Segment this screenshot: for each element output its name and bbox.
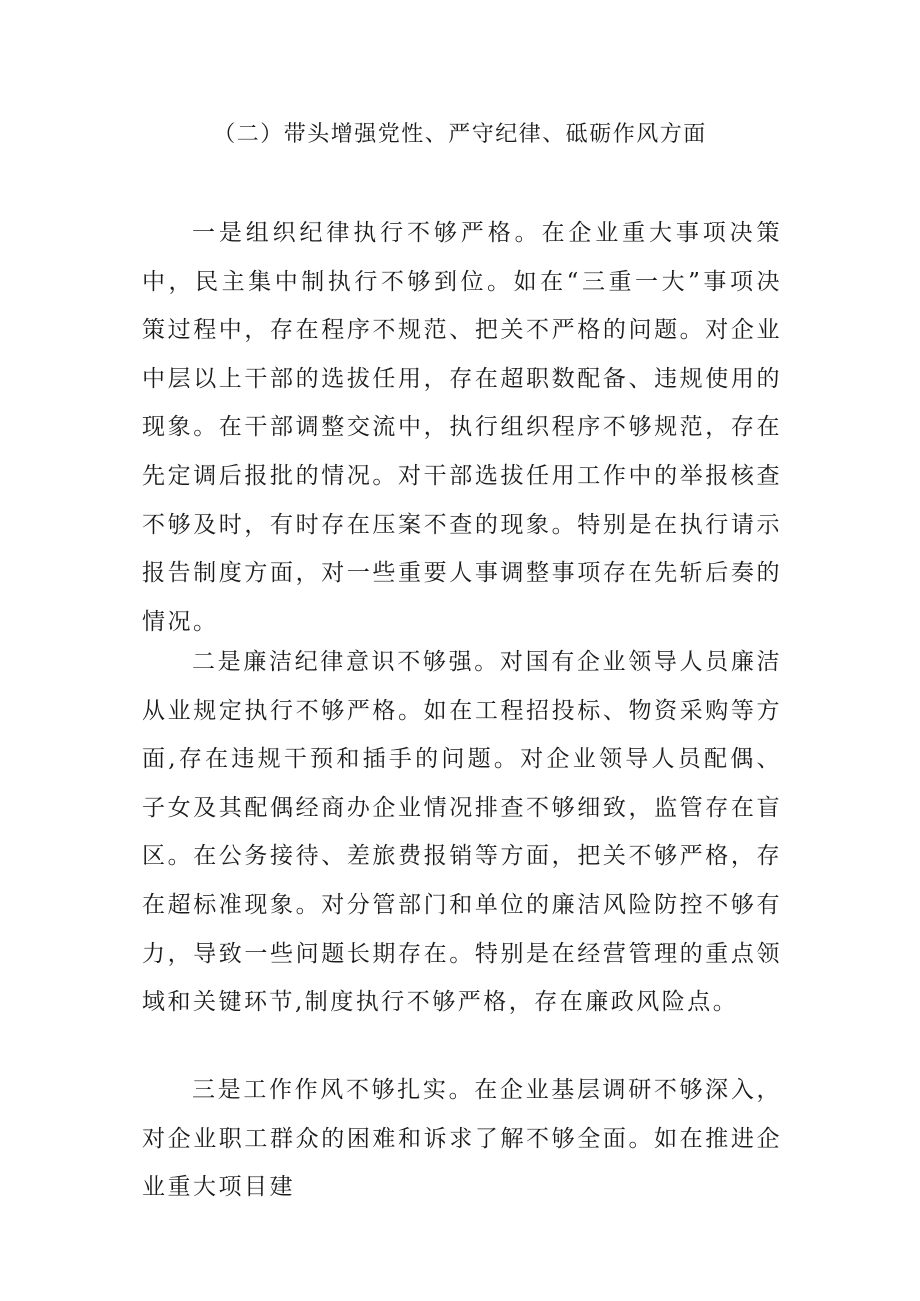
paragraph-organizational-discipline: 一是组织纪律执行不够严格。在企业重大事项决策中，民主集中制执行不够到位。如在“三重一大”事项决策过程中，存在程序不规范、把关不严格的问题。对企业中层以上干部的选拔任用，存在超职数配备、违规使用的现象。在干部调整交流中，执行组织程序不够规范，存在先定调后报批的情况。对干部选拔任用工作中的举报核查不够及时，有时存在压案不查的现象。特别是在执行请示报告制度方面，对一些重要人事调整事项存在先斩后奏的情况。 bbox=[142, 220, 782, 635]
section-heading: （二）带头增强党性、严守纪律、砥砺作风方面 bbox=[213, 122, 707, 147]
paragraph-integrity-discipline: 二是廉洁纪律意识不够强。对国有企业领导人员廉洁从业规定执行不够严格。如在工程招投标、物资采购等方面,存在违规干预和插手的问题。对企业领导人员配偶、子女及其配偶经商办企业情况排查不够细致，监管存在盲区。在公务接待、差旅费报销等方面，把关不够严格，存在超标准现象。对分管部门和单位的廉洁风险防控不够有力，导致一些问题长期存在。特别是在经营管理的重点领域和关键环节,制度执行不够严格，存在廉政风险点。 bbox=[142, 649, 782, 1016]
paragraph-work-style: 三是工作作风不够扎实。在企业基层调研不够深入，对企业职工群众的困难和诉求了解不够全面。如在推进企业重大项目建 bbox=[142, 1077, 782, 1201]
